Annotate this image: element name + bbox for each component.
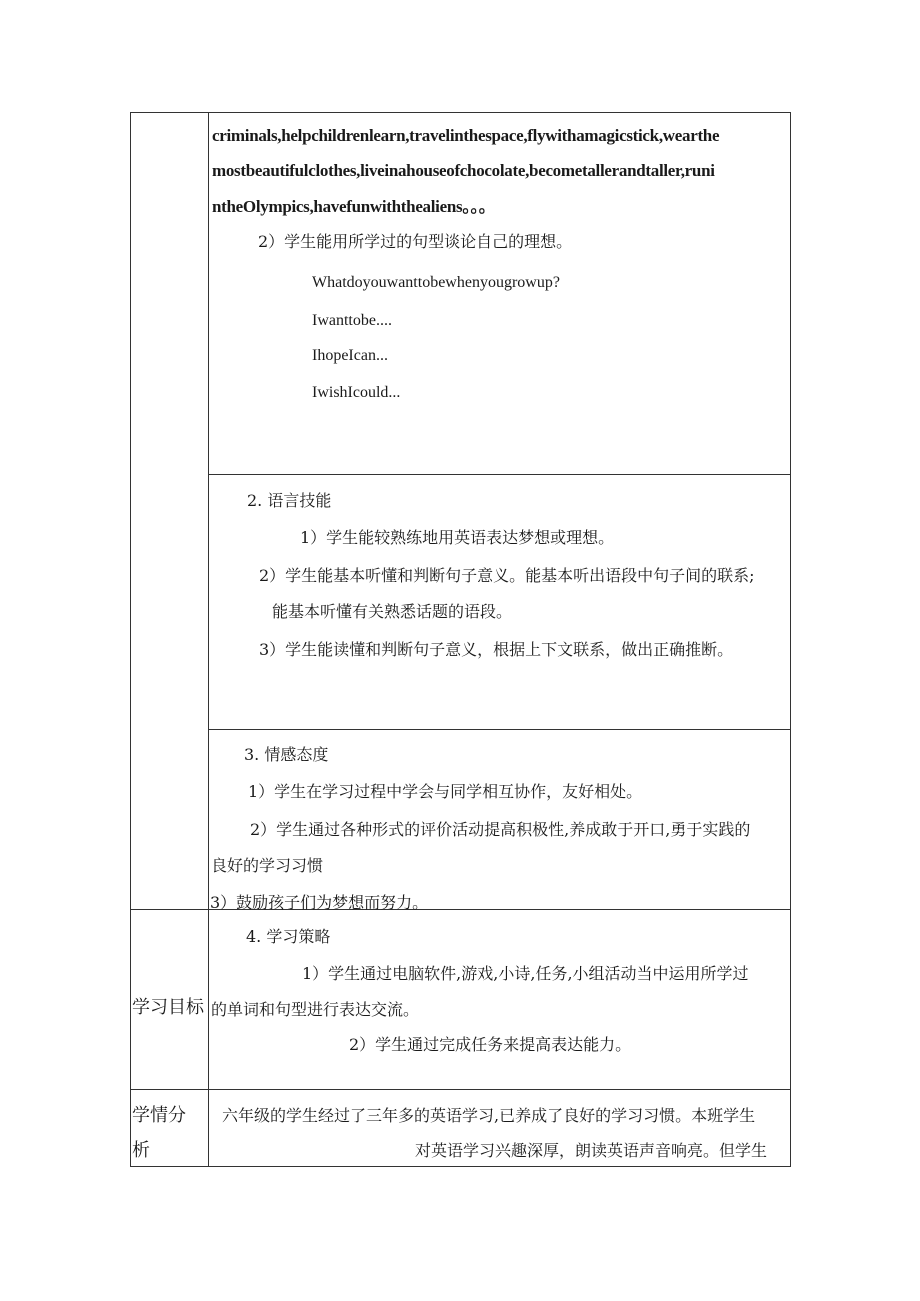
section2-item-2-line-1: 2）学生能基本听懂和判断句子意义。能基本听出语段中句子间的联系; bbox=[259, 566, 755, 585]
table-border-bottom bbox=[130, 1166, 791, 1167]
section3-heading: 3. 情感态度 bbox=[244, 745, 329, 764]
analysis-line-1: 六年级的学生经过了三年多的英语学习,已养成了良好的学习习惯。本班学生 bbox=[222, 1106, 756, 1125]
row-divider-4 bbox=[130, 1089, 791, 1090]
column-divider bbox=[208, 112, 209, 1167]
row-divider-2 bbox=[208, 729, 791, 730]
vocab-line-1: criminals,helpchildrenlearn,travelinthespace,flywithamagicstick,wearthe bbox=[212, 126, 720, 145]
vocab-line-3: ntheOlympics,havefunwiththealiens。。。 bbox=[212, 197, 496, 216]
section2-item-2-line-2: 能基本听懂有关熟悉话题的语段。 bbox=[272, 602, 513, 621]
section3-item-3: 3）鼓励孩子们为梦想而努力。 bbox=[210, 893, 429, 912]
section4-item-2: 2）学生通过完成任务来提高表达能力。 bbox=[349, 1035, 632, 1054]
vocab-line-2: mostbeautifulclothes,liveinahouseofchocolate,becometallerandtaller,runi bbox=[212, 161, 715, 180]
sentence-pattern-4: IwishIcould... bbox=[312, 384, 401, 401]
table-border-left bbox=[130, 112, 131, 1167]
section4-heading: 4. 学习策略 bbox=[246, 927, 331, 946]
row-label-analysis-line-2: 析 bbox=[132, 1140, 150, 1161]
sentence-pattern-3: IhopeIcan... bbox=[312, 347, 388, 364]
section4-item-1-line-2: 的单词和句型进行表达交流。 bbox=[211, 1000, 420, 1019]
row-label-analysis-line-1: 学情分 bbox=[132, 1105, 186, 1126]
section2-item-3: 3）学生能读懂和判断句子意义，根据上下文联系，做出正确推断。 bbox=[259, 640, 734, 659]
section1-item-2: 2）学生能用所学过的句型谈论自己的理想。 bbox=[258, 232, 573, 251]
section3-item-2-line-2: 良好的学习习惯 bbox=[211, 856, 324, 875]
sentence-pattern-2: Iwanttobe.... bbox=[312, 312, 392, 329]
sentence-pattern-1: Whatdoyouwanttobewhenyougrowup? bbox=[312, 274, 560, 291]
analysis-line-2: 对英语学习兴趣深厚，朗读英语声音响亮。但学生 bbox=[415, 1141, 768, 1160]
section3-item-2-line-1: 2）学生通过各种形式的评价活动提高积极性,养成敢于开口,勇于实践的 bbox=[250, 820, 751, 839]
section4-item-1-line-1: 1）学生通过电脑软件,游戏,小诗,任务,小组活动当中运用所学过 bbox=[302, 964, 749, 983]
section2-item-1: 1）学生能较熟练地用英语表达梦想或理想。 bbox=[300, 528, 615, 547]
section3-item-1: 1）学生在学习过程中学会与同学相互协作，友好相处。 bbox=[248, 782, 643, 801]
row-divider-1 bbox=[208, 474, 791, 475]
table-border-right bbox=[790, 112, 791, 1167]
row-label-learning-goals: 学习目标 bbox=[132, 997, 204, 1018]
table-border-top bbox=[130, 112, 791, 113]
section2-heading: 2. 语言技能 bbox=[247, 491, 332, 510]
